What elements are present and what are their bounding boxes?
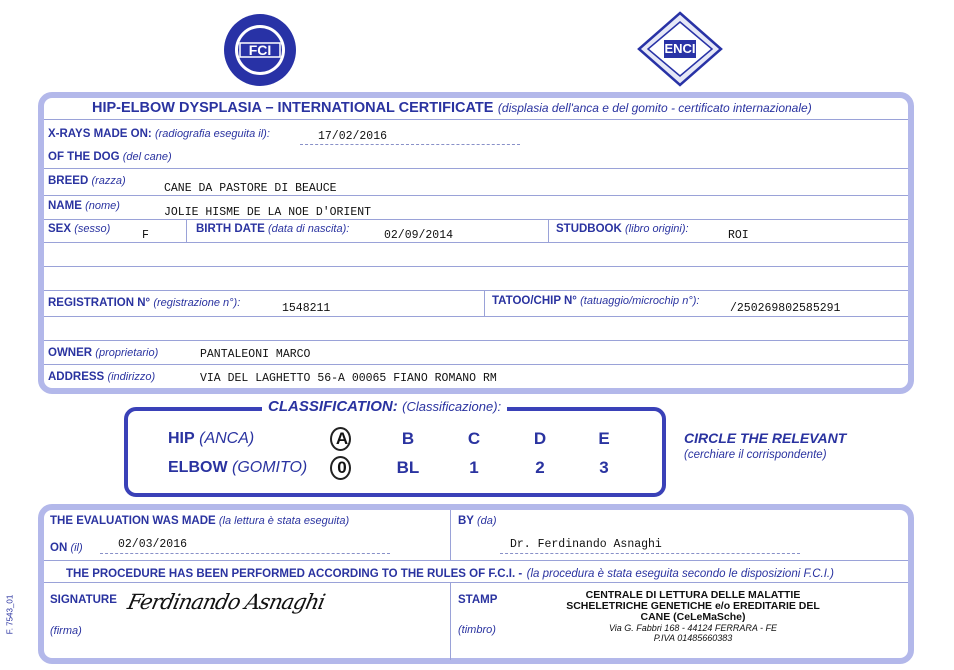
procedure-statement: THE PROCEDURE HAS BEEN PERFORMED ACCORDING TO THE RULES OF F.C.I. - (la procedura è stata eseguita secondo le disposizioni F.C.I.)	[66, 568, 834, 580]
stamp-line-4: Via G. Fabbri 168 - 44124 FERRARA - FE	[608, 623, 778, 633]
tatoo-label: TATOO/CHIP N° (tatuaggio/microchip n°):	[492, 295, 700, 307]
hip-selected-circle	[330, 427, 351, 451]
breed-label: BREED (razza)	[48, 175, 126, 187]
hip-grade-3[interactable]: D	[533, 429, 547, 448]
sex-label: SEX (sesso)	[48, 223, 111, 235]
elbow-grade-0[interactable]: 0	[322, 458, 362, 478]
owner-value: PANTALEONI MARCO	[200, 348, 311, 361]
form-code: F. 7543_01	[5, 594, 15, 635]
instruction-en: CIRCLE THE RELEVANT	[684, 430, 847, 446]
sex-value: F	[142, 229, 149, 242]
address-label: ADDRESS (indirizzo)	[48, 371, 156, 383]
hip-label: HIP (ANCA)	[168, 430, 255, 447]
xray-date: 17/02/2016	[318, 130, 388, 143]
of-dog-label: OF THE DOG (del cane)	[48, 151, 172, 163]
hip-grade-0[interactable]: A	[322, 429, 362, 449]
signature: Ferdinando Asnaghi	[125, 590, 327, 614]
signature-label: SIGNATURE	[50, 594, 117, 606]
elbow-grade-4[interactable]: 3	[599, 458, 609, 477]
elbow-grade-2[interactable]: 1	[469, 458, 479, 477]
registration-value: 1548211	[282, 302, 331, 315]
evaluation-date: 02/03/2016	[118, 538, 188, 551]
studbook-label: STUDBOOK (libro origini):	[556, 223, 689, 235]
signature-label-it: (firma)	[50, 625, 82, 637]
stamp-label-it: (timbro)	[458, 624, 496, 636]
elbow-selected-circle	[330, 456, 351, 480]
evaluation-by-value: Dr. Ferdinando Asnaghi	[510, 538, 662, 551]
elbow-grade-1[interactable]: BL	[396, 458, 420, 477]
stamp-line-3: CANE (CeLeMaSche)	[640, 611, 746, 623]
title-it: (displasia dell'anca e del gomito - certificato internazionale)	[497, 101, 812, 115]
stamp-line-5: P.IVA 01485660383	[653, 633, 733, 643]
hip-grade-4[interactable]: E	[598, 429, 610, 448]
elbow-label: ELBOW (GOMITO)	[168, 459, 308, 476]
instruction-it: (cerchiare il corrispondente)	[684, 449, 827, 461]
studbook-value: ROI	[728, 229, 749, 242]
fci-logo	[222, 12, 298, 88]
enci-logo	[636, 10, 724, 88]
birth-date-value: 02/09/2014	[384, 229, 454, 242]
registration-label: REGISTRATION N° (registrazione n°):	[48, 297, 241, 309]
certificate-title	[92, 99, 812, 117]
tatoo-value: /250269802585291	[730, 302, 841, 315]
owner-label: OWNER (proprietario)	[48, 347, 159, 359]
birth-date-label: BIRTH DATE (data di nascita):	[196, 223, 350, 235]
evaluation-by-label: BY (da)	[458, 515, 497, 527]
stamp-label: STAMP	[458, 594, 498, 606]
fci-logo-text: FCI	[248, 42, 272, 58]
address-value: VIA DEL LAGHETTO 56-A 00065 FIANO ROMANO RM	[200, 372, 497, 385]
stamp-line-1: CENTRALE DI LETTURA DELLE MALATTIE	[585, 589, 801, 601]
name-value: JOLIE HISME DE LA NOE D'ORIENT	[164, 206, 372, 219]
celemasche-stamp	[548, 590, 838, 643]
evaluation-made-label: THE EVALUATION WAS MADE (la lettura è stata eseguita)	[50, 515, 350, 527]
circle-instruction	[684, 430, 846, 461]
classification-title: CLASSIFICATION: (Classificazione):	[262, 398, 507, 416]
evaluation-on-label: ON (il)	[50, 542, 83, 554]
stamp-line-2: SCHELETRICHE GENETICHE e/o EREDITARIE DEL	[566, 600, 820, 612]
xray-label: X-RAYS MADE ON: (radiografia eseguita il):	[48, 128, 270, 140]
hip-grade-2[interactable]: C	[467, 429, 481, 448]
hip-grade-1[interactable]: B	[401, 429, 415, 448]
classification-frame	[124, 407, 666, 497]
elbow-grade-3[interactable]: 2	[535, 458, 545, 477]
enci-logo-text: ENCI	[664, 41, 696, 56]
name-label: NAME (nome)	[48, 200, 120, 212]
breed-value: CANE DA PASTORE DI BEAUCE	[164, 182, 337, 195]
title-en: HIP-ELBOW DYSPLASIA – INTERNATIONAL CERTIFICATE	[92, 100, 494, 116]
